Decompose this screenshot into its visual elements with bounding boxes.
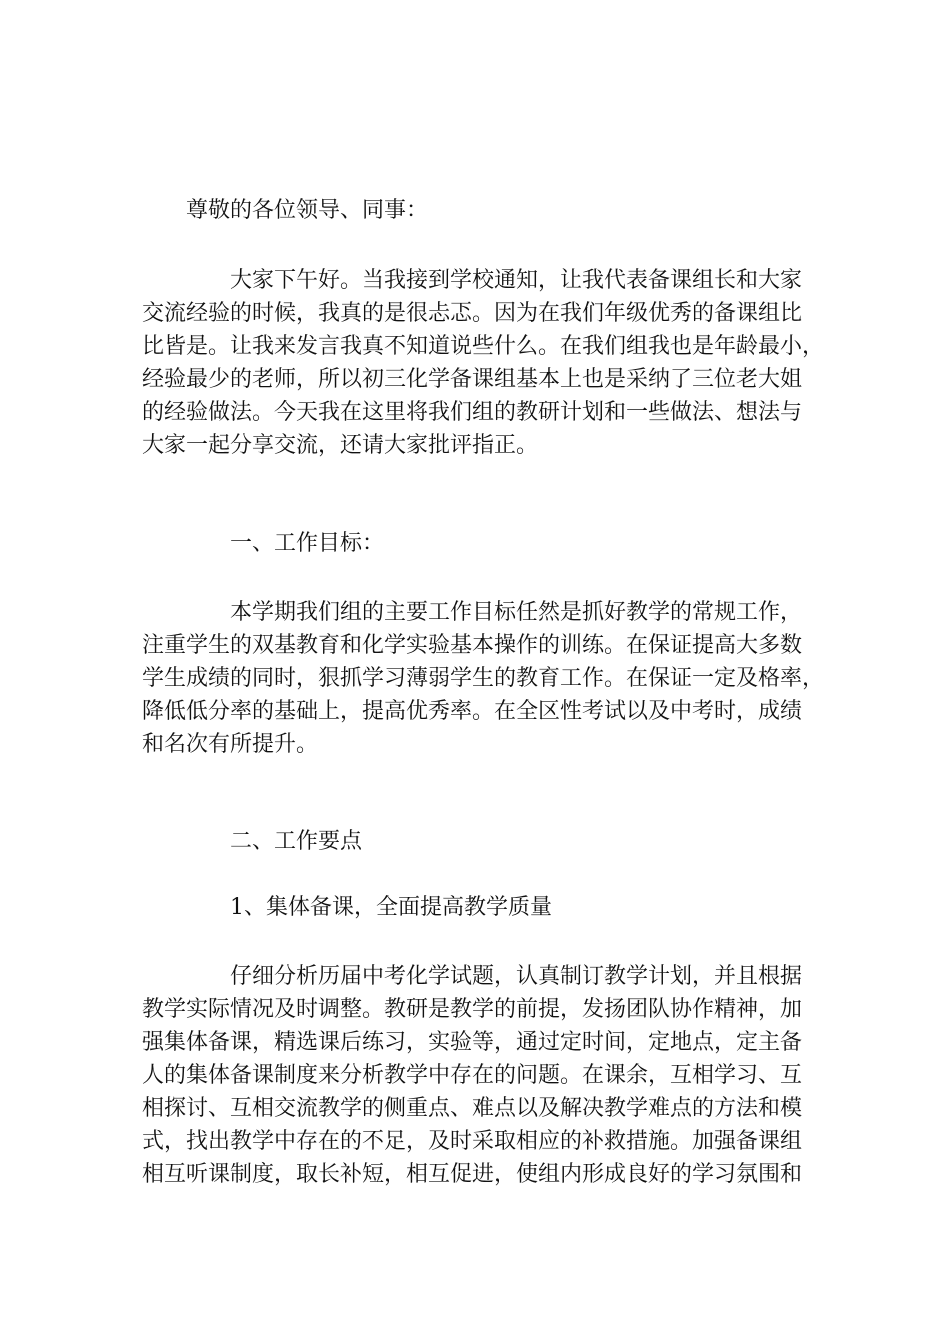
section1-line: 降低低分率的基础上，提高优秀率。在全区性考试以及中考时，成绩	[142, 699, 803, 724]
section1-heading	[142, 527, 814, 560]
point1-line: 式，找出教学中存在的不足，及时采取相应的补救措施。加强备课组	[142, 1129, 803, 1154]
section1-heading-text: 一、工作目标：	[230, 531, 385, 556]
point1-line: 人的集体备课制度来分析教学中存在的问题。在课余，互相学习、互	[142, 1063, 803, 1088]
section1-paragraph	[142, 596, 825, 761]
point1-paragraph	[142, 960, 814, 1191]
point1-heading	[142, 891, 814, 924]
point1-line: 强集体备课，精选课后练习，实验等，通过定时间，定地点，定主备	[142, 1030, 803, 1055]
intro-line: 交流经验的时候，我真的是很忐忑。因为在我们年级优秀的备课组比	[142, 301, 803, 326]
salutation	[142, 194, 814, 227]
point1-line: 相互听课制度，取长补短，相互促进，使组内形成良好的学习氛围和	[142, 1162, 803, 1187]
intro-line: 大家一起分享交流，还请大家批评指正。	[142, 433, 539, 458]
section2-heading-text: 二、工作要点	[230, 829, 363, 854]
section1-line: 本学期我们组的主要工作目标任然是抓好教学的常规工作，	[230, 600, 803, 625]
section1-line: 注重学生的双基教育和化学实验基本操作的训练。在保证提高大多数	[142, 633, 803, 658]
point1-heading-text: 1、集体备课，全面提高教学质量	[230, 895, 552, 920]
section1-line: 和名次有所提升。	[142, 732, 319, 757]
intro-line: 的经验做法。今天我在这里将我们组的教研计划和一些做法、想法与	[142, 400, 803, 425]
intro-line: 比皆是。让我来发言我真不知道说些什么。在我们组我也是年龄最小，	[142, 334, 825, 359]
intro-line: 经验最少的老师，所以初三化学备课组基本上也是采纳了三位老大姐	[142, 367, 803, 392]
intro-paragraph	[142, 264, 825, 462]
point1-line: 相探讨、互相交流教学的侧重点、难点以及解决教学难点的方法和模	[142, 1096, 803, 1121]
intro-line: 大家下午好。当我接到学校通知，让我代表备课组长和大家	[230, 268, 803, 293]
section1-line: 学生成绩的同时，狠抓学习薄弱学生的教育工作。在保证一定及格率，	[142, 666, 825, 691]
point1-line: 仔细分析历届中考化学试题，认真制订教学计划，并且根据	[230, 964, 803, 989]
salutation-text: 尊敬的各位领导、同事：	[186, 198, 429, 223]
section2-heading	[142, 825, 814, 858]
point1-line: 教学实际情况及时调整。教研是教学的前提，发扬团队协作精神，加	[142, 997, 803, 1022]
